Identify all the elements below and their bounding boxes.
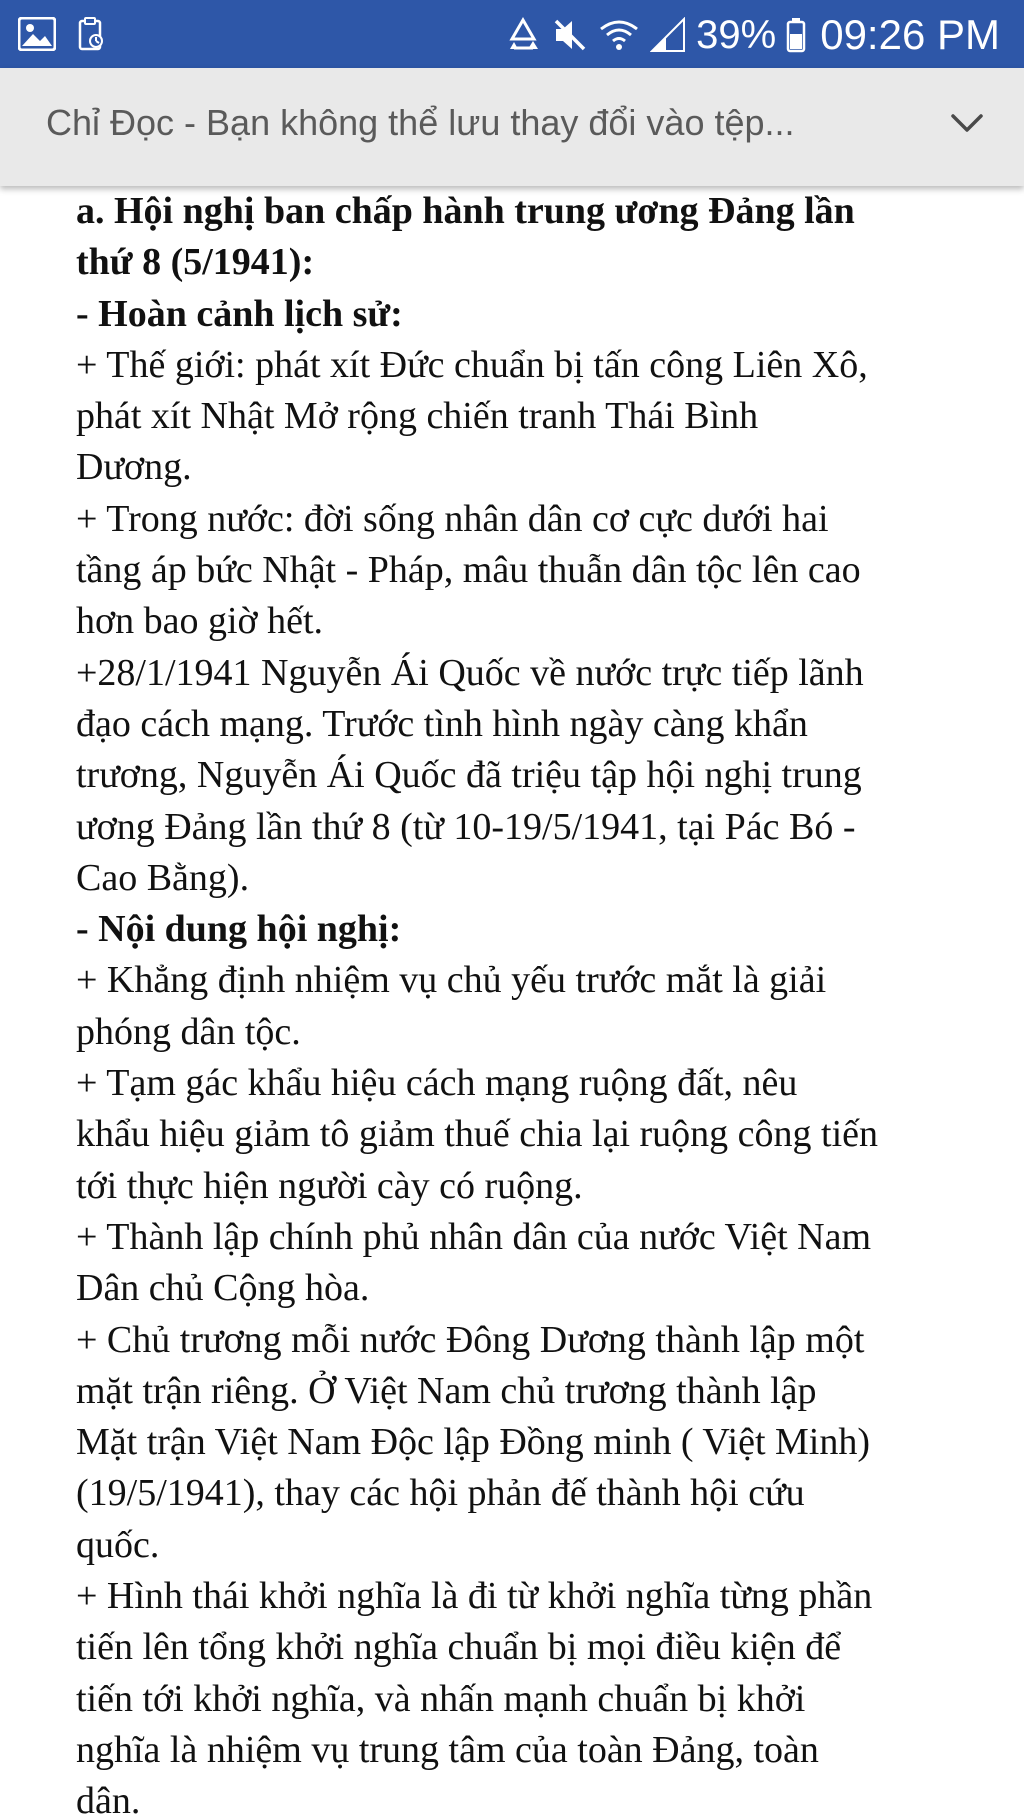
document-heading-line: - Hoàn cảnh lịch sử: [76, 292, 403, 335]
status-left-icons [18, 16, 106, 52]
document-heading-line: - Nội dung hội nghị: [76, 908, 402, 951]
battery-icon [786, 17, 806, 53]
mute-icon [552, 17, 588, 53]
document-text-line: + Thế giới: phát xít Đức chuẩn bị tấn công Liên Xô, [76, 343, 868, 386]
document-text-line: (19/5/1941), thay các hội phản đế thành hội cứu [76, 1472, 805, 1515]
document-text-line: khẩu hiệu giảm tô giảm thuế chia lại ruộng công tiến [76, 1113, 879, 1156]
document-heading-line: thứ 8 (5/1941): [76, 241, 315, 284]
status-right-icons [504, 10, 1000, 60]
chevron-down-icon[interactable] [950, 112, 984, 139]
document-text-line: trương, Nguyễn Ái Quốc đã triệu tập hội nghị trung [76, 754, 862, 797]
image-icon [18, 17, 56, 51]
document-text-line: mặt trận riêng. Ở Việt Nam chủ trương thành lập [76, 1369, 817, 1412]
document-text-line: ương Đảng lần thứ 8 (từ 10-19/5/1941, tại Pác Bó - [76, 805, 856, 848]
document-heading-line: a. Hội nghị ban chấp hành trung ương Đảng lần [76, 190, 855, 232]
document-text-line: tới thực hiện người cày có ruộng. [76, 1164, 583, 1207]
document-text-line: Mặt trận Việt Nam Độc lập Đồng minh ( Việt Minh) [76, 1421, 871, 1464]
document-text-line: tiến lên tổng khởi nghĩa chuẩn bị mọi điều kiện để [76, 1626, 842, 1669]
document-text-line: đạo cách mạng. Trước tình hình ngày càng khẩn [76, 702, 808, 745]
status-bar [0, 0, 1024, 68]
read-only-message: Chỉ Đọc - Bạn không thể lưu thay đổi vào tệp... [46, 102, 795, 143]
document-text-line: Cao Bằng). [76, 856, 250, 899]
document-text-line: + Hình thái khởi nghĩa là đi từ khởi nghĩa từng phần [76, 1575, 873, 1618]
clipboard-icon [78, 16, 106, 52]
document-text-line: phóng dân tộc. [76, 1010, 301, 1053]
document-text-line: Dân chủ Cộng hòa. [76, 1267, 370, 1310]
recycle-icon [504, 17, 542, 53]
battery-percentage: 39% [696, 13, 777, 57]
document-text-line: nghĩa là nhiệm vụ trung tâm của toàn Đảng, toàn [76, 1728, 819, 1771]
document-text-line: Dương. [76, 446, 192, 489]
document-text-line: +28/1/1941 Nguyễn Ái Quốc về nước trực tiếp lãnh [76, 651, 864, 694]
read-only-notice-bar[interactable] [0, 68, 1024, 186]
document-text-line: dân. [76, 1780, 141, 1820]
document-text-line: + Trong nước: đời sống nhân dân cơ cực dưới hai [76, 497, 829, 540]
document-text-line: + Chủ trương mỗi nước Đông Dương thành lập một [76, 1318, 865, 1361]
document-text-line: phát xít Nhật Mở rộng chiến tranh Thái Bình [76, 395, 759, 438]
document-text-line: + Thành lập chính phủ nhân dân của nước Việt Nam [76, 1215, 872, 1258]
wifi-icon [598, 17, 640, 53]
document-content [76, 186, 976, 1820]
document-text-line: quốc. [76, 1523, 160, 1566]
document-text-line: tầng áp bức Nhật - Pháp, mâu thuẫn dân tộc lên cao [76, 549, 861, 592]
document-text-line: + Khẳng định nhiệm vụ chủ yếu trước mắt là giải [76, 959, 827, 1002]
document-text-line: tiến tới khởi nghĩa, và nhấn mạnh chuẩn bị khởi [76, 1677, 806, 1720]
document-text-line: + Tạm gác khẩu hiệu cách mạng ruộng đất, nêu [76, 1062, 798, 1105]
document-text-line: hơn bao giờ hết. [76, 600, 324, 643]
signal-icon [650, 17, 686, 53]
clock: 09:26 PM [820, 11, 1000, 58]
